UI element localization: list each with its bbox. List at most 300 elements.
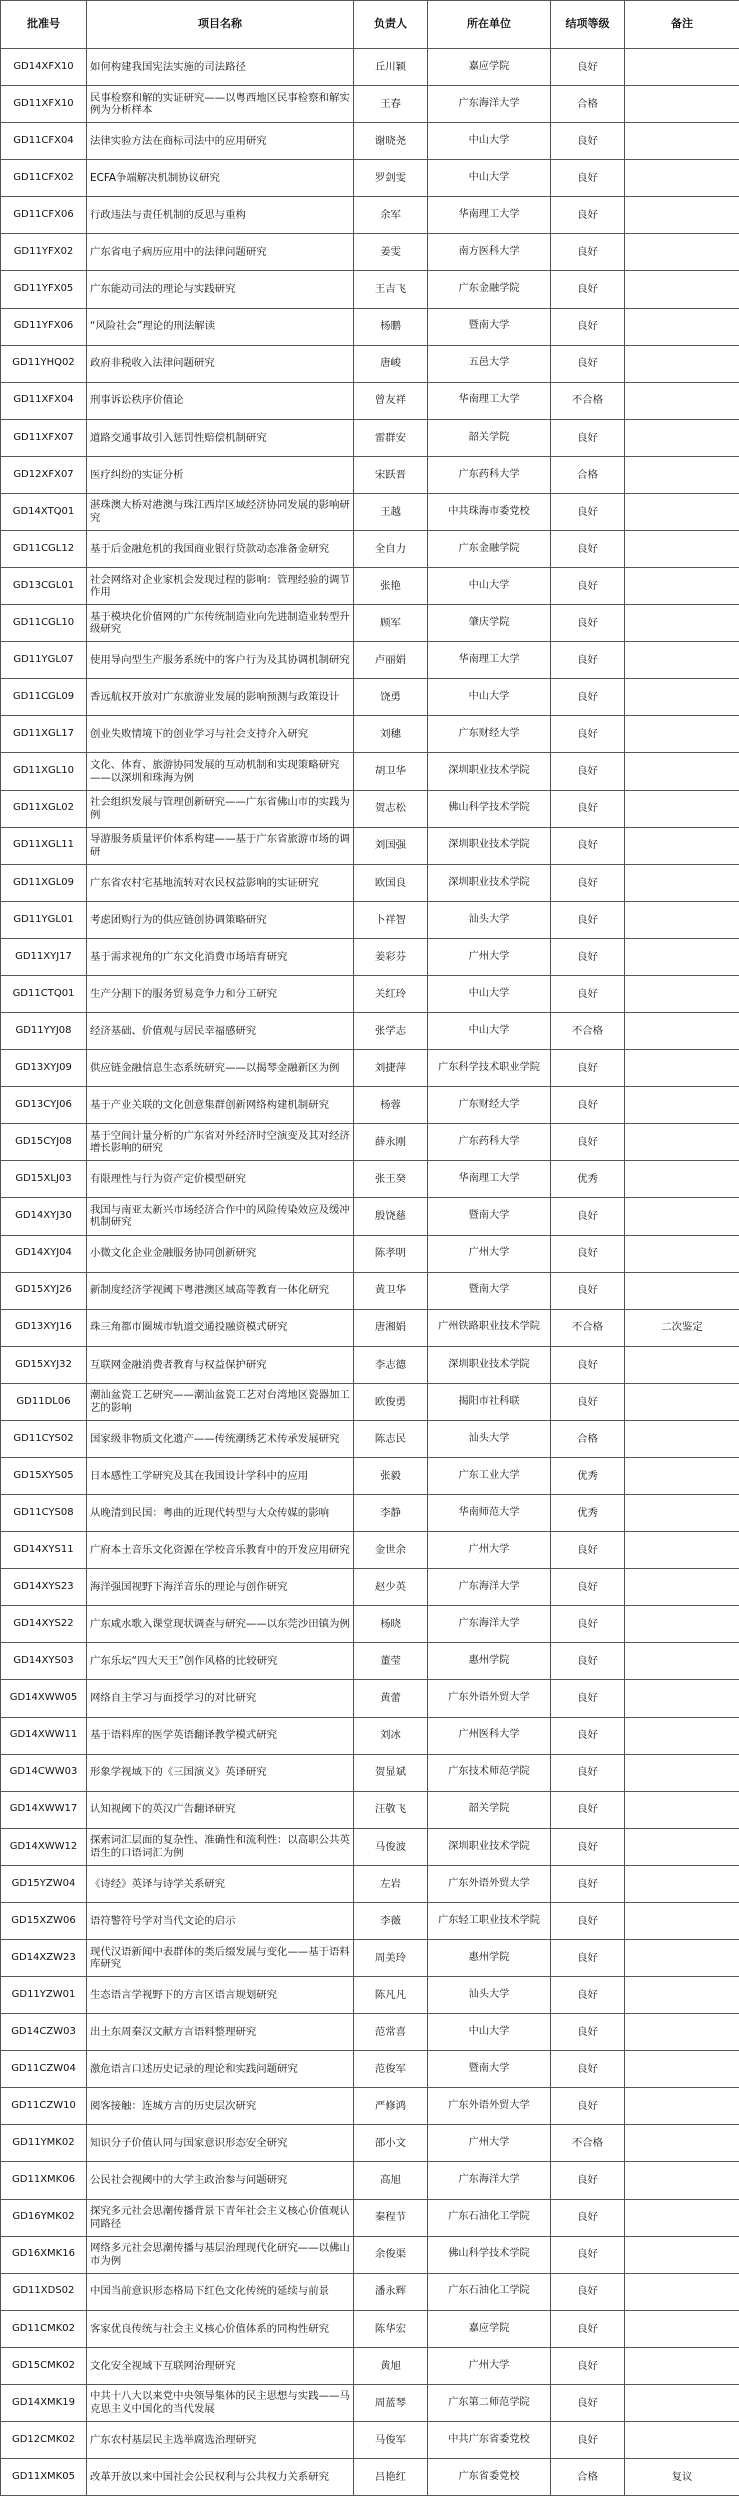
remark-cell	[625, 1828, 739, 1865]
completion-grade-cell: 良好	[551, 864, 625, 901]
project-title-cell: 海洋强国视野下海洋音乐的理论与创作研究	[87, 1569, 354, 1606]
approval-number-cell: GD11YHQ02	[1, 345, 87, 382]
completion-grade-cell: 良好	[551, 716, 625, 753]
institution-cell: 广东海洋大学	[428, 1606, 551, 1643]
approval-number-cell: GD11XFX07	[1, 419, 87, 456]
approval-number-cell: GD11YMK02	[1, 2125, 87, 2162]
completion-grade-cell: 良好	[551, 1643, 625, 1680]
principal-investigator-cell: 李静	[354, 1495, 428, 1532]
approval-number-cell: GD14XYJ30	[1, 1198, 87, 1235]
remark-cell	[625, 382, 739, 419]
table-row	[1, 531, 739, 568]
completion-grade-cell: 良好	[551, 1124, 625, 1161]
completion-grade-cell: 良好	[551, 2162, 625, 2199]
project-title-cell: 考虑团购行为的供应链创协调策略研究	[87, 901, 354, 938]
remark-cell	[625, 716, 739, 753]
project-title-cell: 改革开放以来中国社会公民权利与公共权力关系研究	[87, 2459, 354, 2496]
approval-number-cell: GD14XYS22	[1, 1606, 87, 1643]
project-title-cell: 经济基础、价值观与居民幸福感研究	[87, 1013, 354, 1050]
project-title-cell: 激危语言口述历史记录的理论和实践问题研究	[87, 2051, 354, 2088]
institution-cell: 汕头大学	[428, 1420, 551, 1457]
principal-investigator-cell: 马俊军	[354, 2422, 428, 2459]
approval-number-cell: GD14XWW05	[1, 1680, 87, 1717]
completion-grade-cell: 良好	[551, 1977, 625, 2014]
institution-cell: 广东财经大学	[428, 716, 551, 753]
principal-investigator-cell: 谢晓尧	[354, 123, 428, 160]
completion-grade-cell: 良好	[551, 975, 625, 1012]
table-row	[1, 1939, 739, 1976]
principal-investigator-cell: 欧俊勇	[354, 1383, 428, 1420]
institution-cell: 广东财经大学	[428, 1087, 551, 1124]
project-title-cell: 中国当前意识形态格局下红色文化传统的延续与前景	[87, 2273, 354, 2310]
completion-grade-cell: 良好	[551, 419, 625, 456]
completion-grade-cell: 良好	[551, 642, 625, 679]
table-row	[1, 1791, 739, 1828]
approval-number-cell: GD13XYJ09	[1, 1050, 87, 1087]
completion-grade-cell: 良好	[551, 197, 625, 234]
table-row	[1, 2384, 739, 2421]
completion-grade-cell: 良好	[551, 605, 625, 642]
project-title-cell: 广东咸水歌入课堂现状调查与研究——以东莞沙田镇为例	[87, 1606, 354, 1643]
completion-grade-cell: 良好	[551, 1383, 625, 1420]
remark-cell	[625, 2310, 739, 2347]
completion-grade-cell: 不合格	[551, 1309, 625, 1346]
approval-number-cell: GD11YGL01	[1, 901, 87, 938]
approval-number-cell: GD11CYS02	[1, 1420, 87, 1457]
approval-number-cell: GD11XMK05	[1, 2459, 87, 2496]
principal-investigator-cell: 刘捷萍	[354, 1050, 428, 1087]
approval-number-cell: GD11CTQ01	[1, 975, 87, 1012]
institution-cell: 广州大学	[428, 2125, 551, 2162]
approval-number-cell: GD15YZW04	[1, 1865, 87, 1902]
principal-investigator-cell: 严修鸿	[354, 2088, 428, 2125]
approval-number-cell: GD11XGL17	[1, 716, 87, 753]
table-row	[1, 2347, 739, 2384]
header-note: 备注	[625, 1, 739, 49]
principal-investigator-cell: 顾军	[354, 605, 428, 642]
remark-cell	[625, 1346, 739, 1383]
project-title-cell: 基于需求视角的广东文化消费市场培育研究	[87, 938, 354, 975]
header-title: 项目名称	[87, 1, 354, 49]
project-title-cell: 我国与南亚太新兴市场经济合作中的风险传染效应及缓冲机制研究	[87, 1198, 354, 1235]
project-title-cell: 珠三角都市圈城市轨道交通投融资模式研究	[87, 1309, 354, 1346]
completion-grade-cell: 良好	[551, 1569, 625, 1606]
institution-cell: 中共珠海市委党校	[428, 493, 551, 530]
project-title-cell: 医疗纠纷的实证分析	[87, 456, 354, 493]
principal-investigator-cell: 姜彩芬	[354, 938, 428, 975]
project-title-cell: 日本感性工学研究及其在我国设计学科中的应用	[87, 1457, 354, 1494]
approval-number-cell: GD15XYJ32	[1, 1346, 87, 1383]
header-grade: 结项等级	[551, 1, 625, 49]
principal-investigator-cell: 陈凡凡	[354, 1977, 428, 2014]
institution-cell: 汕头大学	[428, 901, 551, 938]
principal-investigator-cell: 汪敬飞	[354, 1791, 428, 1828]
principal-investigator-cell: 丘川颖	[354, 49, 428, 86]
principal-investigator-cell: 范常喜	[354, 2014, 428, 2051]
completion-grade-cell: 良好	[551, 2422, 625, 2459]
completion-grade-cell: 合格	[551, 2459, 625, 2496]
remark-cell	[625, 1791, 739, 1828]
principal-investigator-cell: 赵少英	[354, 1569, 428, 1606]
institution-cell: 深圳职业技术学院	[428, 1346, 551, 1383]
approval-number-cell: GD14XYS03	[1, 1643, 87, 1680]
approval-number-cell: GD15XYS05	[1, 1457, 87, 1494]
approval-number-cell: GD11CYS08	[1, 1495, 87, 1532]
completion-grade-cell: 优秀	[551, 1495, 625, 1532]
completion-grade-cell: 良好	[551, 901, 625, 938]
approval-number-cell: GD13CYJ06	[1, 1087, 87, 1124]
remark-cell	[625, 1865, 739, 1902]
table-row	[1, 1977, 739, 2014]
table-row	[1, 2162, 739, 2199]
completion-grade-cell: 合格	[551, 86, 625, 123]
completion-grade-cell: 良好	[551, 1346, 625, 1383]
table-header	[1, 1, 739, 49]
institution-cell: 揭阳市社科联	[428, 1383, 551, 1420]
institution-cell: 广东第二师范学院	[428, 2384, 551, 2421]
principal-investigator-cell: 邵小文	[354, 2125, 428, 2162]
institution-cell: 广东省委党校	[428, 2459, 551, 2496]
remark-cell	[625, 2199, 739, 2236]
completion-grade-cell: 良好	[551, 345, 625, 382]
approval-number-cell: GD11XFX10	[1, 86, 87, 123]
project-title-cell: 广东省电子病历应用中的法律问题研究	[87, 234, 354, 271]
project-title-cell: 基于产业关联的文化创意集群创新网络构建机制研究	[87, 1087, 354, 1124]
project-title-cell: 网络自主学习与面授学习的对比研究	[87, 1680, 354, 1717]
remark-cell	[625, 2422, 739, 2459]
project-title-cell: 广东农村基层民主选举腐选治理研究	[87, 2422, 354, 2459]
completion-grade-cell: 不合格	[551, 382, 625, 419]
project-title-cell: 基于空间计量分析的广东省对外经济时空演变及其对经济增长影响的研究	[87, 1124, 354, 1161]
remark-cell	[625, 2051, 739, 2088]
approval-number-cell: GD15CMK02	[1, 2347, 87, 2384]
approval-number-cell: GD11XGL09	[1, 864, 87, 901]
project-title-cell: 基于后金融危机的我国商业银行贷款动态准备金研究	[87, 531, 354, 568]
table-row	[1, 716, 739, 753]
table-row	[1, 975, 739, 1012]
approval-number-cell: GD14XWW12	[1, 1828, 87, 1865]
remark-cell	[625, 49, 739, 86]
project-title-cell: 有限理性与行为资产定价模型研究	[87, 1161, 354, 1198]
approval-number-cell: GD12XFX07	[1, 456, 87, 493]
remark-cell	[625, 938, 739, 975]
institution-cell: 华南理工大学	[428, 1161, 551, 1198]
approval-number-cell: GD11XMK06	[1, 2162, 87, 2199]
remark-cell	[625, 1977, 739, 2014]
remark-cell	[625, 531, 739, 568]
project-title-cell: 社会网络对企业家机会发现过程的影响：管理经验的调节作用	[87, 568, 354, 605]
principal-investigator-cell: 潘永辉	[354, 2273, 428, 2310]
table-row	[1, 864, 739, 901]
approval-number-cell: GD11XFX04	[1, 382, 87, 419]
principal-investigator-cell: 唐峻	[354, 345, 428, 382]
institution-cell: 南方医科大学	[428, 234, 551, 271]
remark-cell	[625, 234, 739, 271]
project-title-cell: 网络多元社会思潮传播与基层治理现代化研究——以佛山市为例	[87, 2236, 354, 2273]
institution-cell: 华南师范大学	[428, 1495, 551, 1532]
table-row	[1, 49, 739, 86]
completion-grade-cell: 不合格	[551, 2125, 625, 2162]
remark-cell	[625, 123, 739, 160]
completion-grade-cell: 良好	[551, 2051, 625, 2088]
table-row	[1, 568, 739, 605]
institution-cell: 深圳职业技术学院	[428, 753, 551, 790]
project-title-cell: 文化安全视域下互联网治理研究	[87, 2347, 354, 2384]
institution-cell: 肇庆学院	[428, 605, 551, 642]
remark-cell	[625, 493, 739, 530]
institution-cell: 惠州学院	[428, 1643, 551, 1680]
completion-grade-cell: 良好	[551, 2014, 625, 2051]
table-row	[1, 790, 739, 827]
principal-investigator-cell: 罗剑雯	[354, 160, 428, 197]
table-body	[1, 49, 739, 2496]
principal-investigator-cell: 吕艳红	[354, 2459, 428, 2496]
principal-investigator-cell: 陈孝明	[354, 1235, 428, 1272]
table-row	[1, 2051, 739, 2088]
table-row	[1, 642, 739, 679]
remark-cell	[625, 1569, 739, 1606]
header-code: 批准号	[1, 1, 87, 49]
remark-cell	[625, 1013, 739, 1050]
table-row	[1, 827, 739, 864]
project-title-cell: 出土东周秦汉文献方言语料整理研究	[87, 2014, 354, 2051]
institution-cell: 广州医科大学	[428, 1717, 551, 1754]
remark-cell	[625, 2162, 739, 2199]
institution-cell: 中共广东省委党校	[428, 2422, 551, 2459]
table-row	[1, 1050, 739, 1087]
approval-number-cell: GD11CMK02	[1, 2310, 87, 2347]
completion-grade-cell: 良好	[551, 49, 625, 86]
header-person: 负责人	[354, 1, 428, 49]
table-row	[1, 1013, 739, 1050]
principal-investigator-cell: 姜雯	[354, 234, 428, 271]
remark-cell	[625, 1420, 739, 1457]
approval-number-cell: GD15XYJ26	[1, 1272, 87, 1309]
project-title-cell: 湛珠澳大桥对港澳与珠江西岸区域经济协同发展的影响研究	[87, 493, 354, 530]
table-row	[1, 456, 739, 493]
remark-cell	[625, 605, 739, 642]
institution-cell: 广东海洋大学	[428, 2162, 551, 2199]
completion-grade-cell: 良好	[551, 790, 625, 827]
institution-cell: 中山大学	[428, 1013, 551, 1050]
table-row	[1, 234, 739, 271]
table-row	[1, 1532, 739, 1569]
principal-investigator-cell: 全自力	[354, 531, 428, 568]
project-title-cell: 现代汉语新闻中表群体的类后缀发展与变化——基于语料库研究	[87, 1939, 354, 1976]
institution-cell: 嘉应学院	[428, 49, 551, 86]
principal-investigator-cell: 薛永刚	[354, 1124, 428, 1161]
approval-number-cell: GD11YFX05	[1, 271, 87, 308]
table-row	[1, 753, 739, 790]
remark-cell	[625, 679, 739, 716]
table-row	[1, 271, 739, 308]
completion-grade-cell: 良好	[551, 271, 625, 308]
approval-number-cell: GD11YYJ08	[1, 1013, 87, 1050]
project-title-cell: ECFA争端解决机制协议研究	[87, 160, 354, 197]
completion-grade-cell: 良好	[551, 1717, 625, 1754]
remark-cell	[625, 345, 739, 382]
approval-number-cell: GD11CGL09	[1, 679, 87, 716]
table-row	[1, 2273, 739, 2310]
completion-grade-cell: 良好	[551, 2236, 625, 2273]
remark-cell	[625, 1643, 739, 1680]
approval-number-cell: GD15CYJ08	[1, 1124, 87, 1161]
remark-cell	[625, 271, 739, 308]
approval-number-cell: GD14XFX10	[1, 49, 87, 86]
institution-cell: 深圳职业技术学院	[428, 864, 551, 901]
completion-grade-cell: 良好	[551, 1939, 625, 1976]
institution-cell: 广东药科大学	[428, 456, 551, 493]
remark-cell	[625, 753, 739, 790]
project-title-cell: 生态语言学视野下的方言区语言规划研究	[87, 1977, 354, 2014]
remark-cell	[625, 2273, 739, 2310]
remark-cell	[625, 2088, 739, 2125]
table-row	[1, 1902, 739, 1939]
institution-cell: 广州大学	[428, 938, 551, 975]
remark-cell	[625, 864, 739, 901]
institution-cell: 佛山科学技术学院	[428, 790, 551, 827]
remark-cell	[625, 1680, 739, 1717]
remark-cell	[625, 1124, 739, 1161]
institution-cell: 广东工业大学	[428, 1457, 551, 1494]
table-row	[1, 1420, 739, 1457]
principal-investigator-cell: 唐湘娟	[354, 1309, 428, 1346]
approval-number-cell: GD16XMK16	[1, 2236, 87, 2273]
institution-cell: 韶关学院	[428, 419, 551, 456]
institution-cell: 嘉应学院	[428, 2310, 551, 2347]
completion-grade-cell: 良好	[551, 1087, 625, 1124]
project-title-cell: “风险社会”理论的刑法解读	[87, 308, 354, 345]
completion-grade-cell: 良好	[551, 2199, 625, 2236]
completion-grade-cell: 良好	[551, 827, 625, 864]
principal-investigator-cell: 黄旭	[354, 2347, 428, 2384]
project-title-cell: 探索词汇层面的复杂性、准确性和流利性：以高职公共英语生的口语词汇为例	[87, 1828, 354, 1865]
remark-cell	[625, 1272, 739, 1309]
principal-investigator-cell: 黄蕾	[354, 1680, 428, 1717]
institution-cell: 广东外语外贸大学	[428, 2088, 551, 2125]
table-row	[1, 1828, 739, 1865]
remark-cell	[625, 1457, 739, 1494]
completion-grade-cell: 良好	[551, 2384, 625, 2421]
remark-cell	[625, 1050, 739, 1087]
project-title-cell: 社会组织发展与管理创新研究——广东省佛山市的实践为例	[87, 790, 354, 827]
remark-cell: 复议	[625, 2459, 739, 2496]
approval-number-cell: GD11DL06	[1, 1383, 87, 1420]
completion-grade-cell: 良好	[551, 2088, 625, 2125]
institution-cell: 暨南大学	[428, 2051, 551, 2088]
completion-grade-cell: 良好	[551, 679, 625, 716]
principal-investigator-cell: 贺显斌	[354, 1754, 428, 1791]
remark-cell	[625, 1717, 739, 1754]
remark-cell	[625, 642, 739, 679]
remark-cell	[625, 1754, 739, 1791]
project-title-cell: 如何构建我国宪法实施的司法路径	[87, 49, 354, 86]
project-title-cell: 文化、体育、旅游协同发展的互动机制和实现策略研究——以深圳和珠海为例	[87, 753, 354, 790]
principal-investigator-cell: 陈华宏	[354, 2310, 428, 2347]
institution-cell: 汕头大学	[428, 1977, 551, 2014]
institution-cell: 广东石油化工学院	[428, 2199, 551, 2236]
approval-number-cell: GD11YGL07	[1, 642, 87, 679]
institution-cell: 深圳职业技术学院	[428, 1828, 551, 1865]
remark-cell	[625, 1161, 739, 1198]
remark-cell	[625, 86, 739, 123]
completion-grade-cell: 良好	[551, 1050, 625, 1087]
principal-investigator-cell: 殷饶慈	[354, 1198, 428, 1235]
institution-cell: 广东石油化工学院	[428, 2273, 551, 2310]
project-title-cell: 新制度经济学视阈下粤港澳区域高等教育一体化研究	[87, 1272, 354, 1309]
institution-cell: 韶关学院	[428, 1791, 551, 1828]
institution-cell: 广东科学技术职业学院	[428, 1050, 551, 1087]
principal-investigator-cell: 陈志民	[354, 1420, 428, 1457]
remark-cell	[625, 197, 739, 234]
approval-number-cell: GD11XGL02	[1, 790, 87, 827]
completion-grade-cell: 良好	[551, 493, 625, 530]
institution-cell: 广州大学	[428, 1235, 551, 1272]
completion-grade-cell: 良好	[551, 1680, 625, 1717]
completion-grade-cell: 良好	[551, 753, 625, 790]
institution-cell: 暨南大学	[428, 1198, 551, 1235]
table-row	[1, 1865, 739, 1902]
table-row	[1, 1495, 739, 1532]
principal-investigator-cell: 雷群安	[354, 419, 428, 456]
project-title-cell: 基于模块化价值网的广东传统制造业向先进制造业转型升级研究	[87, 605, 354, 642]
institution-cell: 中山大学	[428, 160, 551, 197]
table-row	[1, 1457, 739, 1494]
header-row	[1, 1, 739, 49]
table-row	[1, 605, 739, 642]
approval-number-cell: GD11CZW04	[1, 2051, 87, 2088]
institution-cell: 广东海洋大学	[428, 1569, 551, 1606]
principal-investigator-cell: 卜祥智	[354, 901, 428, 938]
table-row	[1, 2236, 739, 2273]
principal-investigator-cell: 高旭	[354, 2162, 428, 2199]
project-title-cell: 认知视阈下的英汉广告翻译研究	[87, 1791, 354, 1828]
approval-number-cell: GD14XZW23	[1, 1939, 87, 1976]
institution-cell: 广州铁路职业技术学院	[428, 1309, 551, 1346]
remark-cell	[625, 419, 739, 456]
table-row	[1, 493, 739, 530]
table-row	[1, 1346, 739, 1383]
project-title-cell: 生产分割下的服务贸易竞争力和分工研究	[87, 975, 354, 1012]
remark-cell	[625, 1606, 739, 1643]
institution-cell: 佛山科学技术学院	[428, 2236, 551, 2273]
project-title-cell: 互联网金融消费者教育与权益保护研究	[87, 1346, 354, 1383]
institution-cell: 广东金融学院	[428, 531, 551, 568]
approval-number-cell: GD11XGL10	[1, 753, 87, 790]
completion-grade-cell: 合格	[551, 456, 625, 493]
completion-grade-cell: 优秀	[551, 1161, 625, 1198]
completion-grade-cell: 良好	[551, 1791, 625, 1828]
institution-cell: 华南理工大学	[428, 197, 551, 234]
table-row	[1, 1754, 739, 1791]
principal-investigator-cell: 周美玲	[354, 1939, 428, 1976]
remark-cell	[625, 1235, 739, 1272]
institution-cell: 广州大学	[428, 1532, 551, 1569]
completion-grade-cell: 良好	[551, 234, 625, 271]
project-title-cell: 基于语料库的医学英语翻译教学模式研究	[87, 1717, 354, 1754]
project-title-cell: 小微文化企业金融服务协同创新研究	[87, 1235, 354, 1272]
institution-cell: 惠州学院	[428, 1939, 551, 1976]
table-row	[1, 1161, 739, 1198]
remark-cell	[625, 568, 739, 605]
institution-cell: 广东外语外贸大学	[428, 1680, 551, 1717]
principal-investigator-cell: 欧国良	[354, 864, 428, 901]
completion-grade-cell: 良好	[551, 2347, 625, 2384]
principal-investigator-cell: 张艳	[354, 568, 428, 605]
table-row	[1, 419, 739, 456]
completion-grade-cell: 良好	[551, 938, 625, 975]
table-row	[1, 938, 739, 975]
